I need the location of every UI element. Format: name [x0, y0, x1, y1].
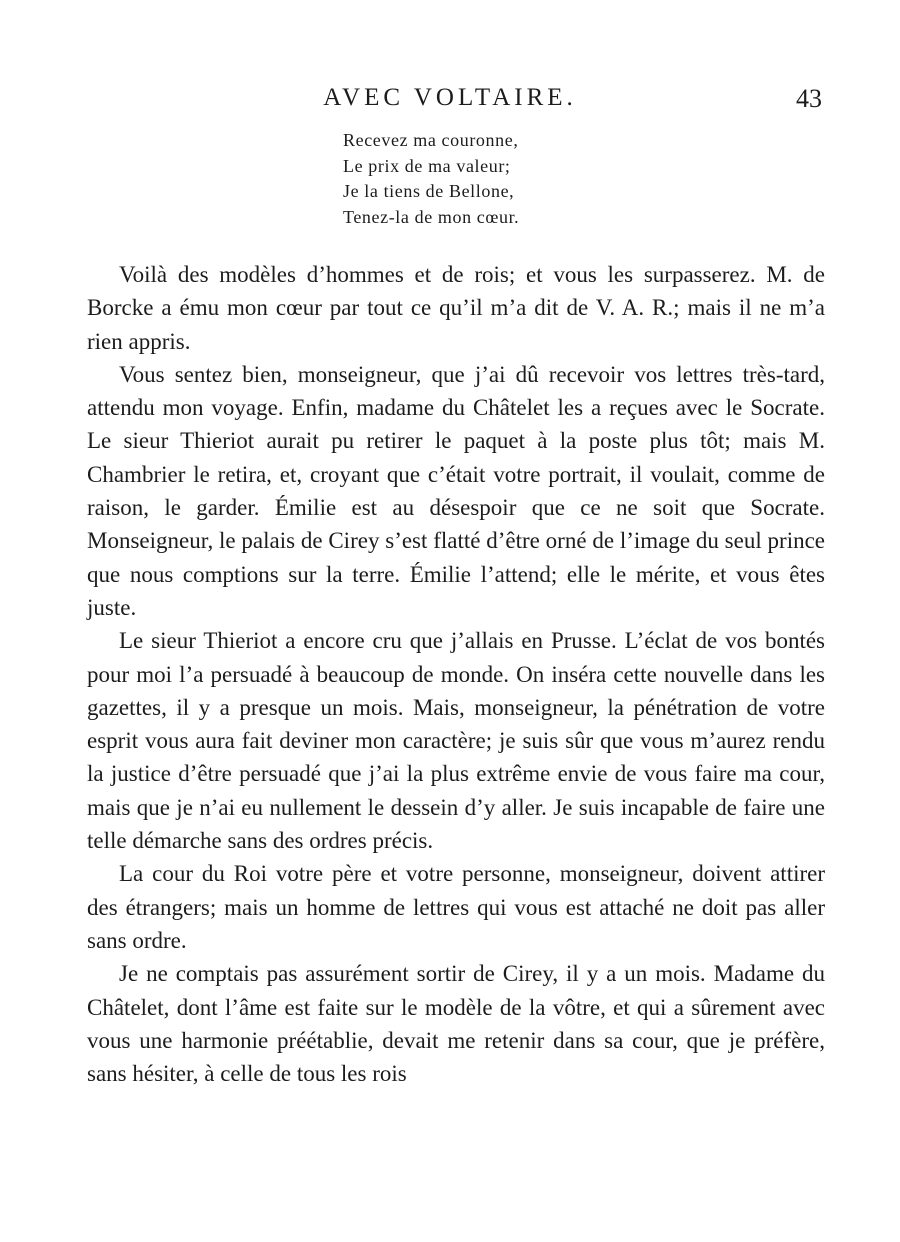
- paragraph: La cour du Roi votre père et votre personne, monseigneur, doivent attirer des étrangers; mais un homme de lettres qui vous est attaché ne doit pas aller sans ordre.: [87, 861, 825, 953]
- body-text: [87, 258, 825, 1090]
- running-title: AVEC VOLTAIRE.: [323, 84, 577, 111]
- paragraph: Le sieur Thieriot a encore cru que j’allais en Prusse. L’éclat de vos bontés pour moi l’a persuadé à beaucoup de monde. On inséra cette nouvelle dans les gazettes, il y a presque un mois. Mais, monseigneur, la pénétration de votre esprit vous aura fait deviner mon caractère; je suis sûr que vous m’aurez rendu la justice d’être persuadé que j’ai la plus extrême envie de vous faire ma cour, mais que je n’ai eu nullement le dessein d’y aller. Je suis incapable de faire une telle démarche sans des ordres précis.: [87, 628, 825, 854]
- verse-line: Le prix de ma valeur;: [343, 155, 511, 176]
- page-number: 43: [796, 84, 822, 113]
- verse-line: Je la tiens de Bellone,: [343, 181, 515, 201]
- verse-line: Recevez ma couronne,: [343, 130, 519, 150]
- verse-stanza: [343, 128, 519, 230]
- paragraph: Voilà des modèles d’hommes et de rois; et vous les surpasserez. M. de Borcke a ému mon cœur par tout ce qu’il m’a dit de V. A. R.; mais il ne m’a rien appris.: [87, 262, 825, 354]
- paragraph: Je ne comptais pas assurément sortir de Cirey, il y a un mois. Madame du Châtelet, dont l’âme est faite sur le modèle de la vôtre, et qui a sûrement avec vous une harmonie préétablie, devait me retenir dans sa cour, que je préfère, sans hésiter, à celle de tous les rois: [87, 961, 825, 1087]
- running-head: [0, 84, 900, 114]
- verse-line: Tenez-la de mon cœur.: [343, 206, 520, 227]
- paragraph: Vous sentez bien, monseigneur, que j’ai dû recevoir vos lettres très-tard, attendu mon voyage. Enfin, madame du Châtelet les a reçues avec le Socrate. Le sieur Thieriot aurait pu retirer le paquet à la poste plus tôt; mais M. Chambrier le retira, et, croyant que c’était votre portrait, il voulait, comme de raison, le garder. Émilie est au désespoir que ce ne soit que Socrate. Monseigneur, le palais de Cirey s’est flatté d’être orné de l’image du seul prince que nous comptions sur la terre. Émilie l’attend; elle le mérite, et vous êtes juste.: [87, 361, 825, 620]
